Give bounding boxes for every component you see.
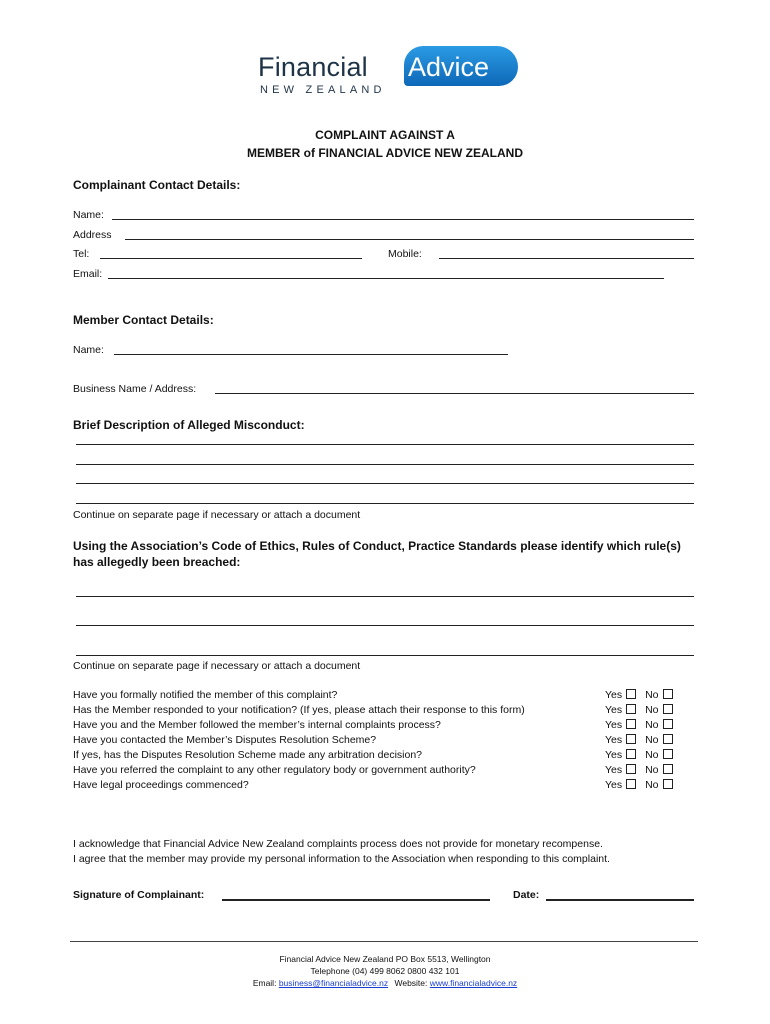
- yes-checkbox[interactable]: [626, 704, 636, 714]
- complainant-address-label: Address: [73, 229, 112, 241]
- misconduct-continue-note: Continue on separate page if necessary or attach a document: [73, 509, 361, 521]
- yes-label: Yes: [605, 719, 623, 731]
- yes-label: Yes: [605, 734, 623, 746]
- member-name-label: Name:: [73, 344, 104, 356]
- rules-continue-note: Continue on separate page if necessary or attach a document: [73, 660, 361, 672]
- signature-label: Signature of Complainant:: [73, 889, 205, 901]
- complainant-mobile-field[interactable]: [439, 258, 694, 259]
- answer-row-5: [605, 749, 673, 761]
- date-label: Date:: [513, 889, 540, 901]
- yes-label: Yes: [605, 749, 623, 761]
- no-label: No: [645, 704, 659, 716]
- answer-row-6: [605, 764, 673, 776]
- acknowledge-line2: I agree that the member may provide my personal information to the Association when responding to this complaint.: [73, 853, 610, 865]
- rules-line-2[interactable]: [76, 625, 694, 626]
- footer-email-label: Email:: [252, 978, 277, 988]
- footer-website-label: Website:: [394, 978, 428, 988]
- no-checkbox[interactable]: [663, 779, 673, 789]
- yes-checkbox[interactable]: [626, 734, 636, 744]
- misconduct-line-1[interactable]: [76, 444, 694, 445]
- member-heading: Member Contact Details:: [73, 313, 214, 327]
- no-label: No: [645, 719, 659, 731]
- signature-field[interactable]: [222, 899, 490, 901]
- no-checkbox[interactable]: [663, 764, 673, 774]
- yes-label: Yes: [605, 764, 623, 776]
- financial-advice-logo: [258, 40, 520, 102]
- question-1: Have you formally notified the member of this complaint?: [73, 689, 338, 701]
- rules-line-3[interactable]: [76, 655, 694, 656]
- complainant-mobile-label: Mobile:: [388, 248, 422, 260]
- logo-word-advice: Advice: [408, 52, 490, 82]
- footer-address: Financial Advice New Zealand PO Box 5513, Wellington: [279, 954, 491, 964]
- rules-line-1[interactable]: [76, 596, 694, 597]
- no-checkbox[interactable]: [663, 704, 673, 714]
- question-7: Have legal proceedings commenced?: [73, 779, 249, 791]
- rules-heading-line2: has allegedly been breached:: [73, 555, 241, 569]
- form-title-line1: COMPLAINT AGAINST A: [315, 128, 455, 142]
- misconduct-heading: Brief Description of Alleged Misconduct:: [73, 418, 305, 432]
- logo-subtitle: NEW ZEALAND: [260, 84, 386, 96]
- answer-row-1: [605, 689, 673, 701]
- footer-divider: [70, 941, 698, 942]
- complainant-email-label: Email:: [73, 268, 103, 280]
- no-label: No: [645, 764, 659, 776]
- answer-row-4: [605, 734, 673, 746]
- yes-label: Yes: [605, 689, 623, 701]
- footer-contact: [0, 978, 770, 988]
- no-label: No: [645, 734, 659, 746]
- member-business-field[interactable]: [215, 393, 694, 394]
- logo-word-financial: Financial: [258, 52, 368, 82]
- complainant-heading: Complainant Contact Details:: [73, 178, 241, 192]
- no-checkbox[interactable]: [663, 719, 673, 729]
- no-label: No: [645, 779, 659, 791]
- footer-email-link[interactable]: business@financialadvice.nz: [278, 978, 389, 988]
- complainant-email-field[interactable]: [108, 278, 664, 279]
- yes-checkbox[interactable]: [626, 719, 636, 729]
- question-6: Have you referred the complaint to any other regulatory body or government authority?: [73, 764, 476, 776]
- answer-row-2: [605, 704, 673, 716]
- no-label: No: [645, 749, 659, 761]
- yes-checkbox[interactable]: [626, 764, 636, 774]
- complainant-name-field[interactable]: [112, 219, 694, 220]
- answer-row-7: [605, 779, 673, 791]
- complainant-name-label: Name:: [73, 209, 104, 221]
- question-4: Have you contacted the Member’s Disputes Resolution Scheme?: [73, 734, 377, 746]
- misconduct-line-3[interactable]: [76, 483, 694, 484]
- misconduct-line-4[interactable]: [76, 503, 694, 504]
- no-label: No: [645, 689, 659, 701]
- no-checkbox[interactable]: [663, 689, 673, 699]
- rules-heading-line1: Using the Association’s Code of Ethics, Rules of Conduct, Practice Standards please identify which rule(s): [73, 539, 681, 553]
- no-checkbox[interactable]: [663, 734, 673, 744]
- complainant-tel-label: Tel:: [73, 248, 90, 260]
- question-2: Has the Member responded to your notification? (If yes, please attach their response to this form): [73, 704, 525, 716]
- form-title-line2: MEMBER of FINANCIAL ADVICE NEW ZEALAND: [247, 146, 523, 160]
- yes-checkbox[interactable]: [626, 779, 636, 789]
- date-field[interactable]: [546, 899, 694, 901]
- misconduct-line-2[interactable]: [76, 464, 694, 465]
- footer-website-link[interactable]: www.financialadvice.nz: [429, 978, 518, 988]
- complainant-address-field[interactable]: [125, 239, 694, 240]
- acknowledge-line1: I acknowledge that Financial Advice New Zealand complaints process does not provide for monetary recompense.: [73, 838, 603, 850]
- yes-checkbox[interactable]: [626, 749, 636, 759]
- yes-label: Yes: [605, 779, 623, 791]
- no-checkbox[interactable]: [663, 749, 673, 759]
- footer-telephone: Telephone (04) 499 8062 0800 432 101: [310, 966, 460, 976]
- member-business-label: Business Name / Address:: [73, 383, 197, 395]
- answer-row-3: [605, 719, 673, 731]
- yes-label: Yes: [605, 704, 623, 716]
- question-5: If yes, has the Disputes Resolution Scheme made any arbitration decision?: [73, 749, 423, 761]
- complainant-tel-field[interactable]: [100, 258, 362, 259]
- member-name-field[interactable]: [114, 354, 508, 355]
- question-3: Have you and the Member followed the member’s internal complaints process?: [73, 719, 441, 731]
- yes-checkbox[interactable]: [626, 689, 636, 699]
